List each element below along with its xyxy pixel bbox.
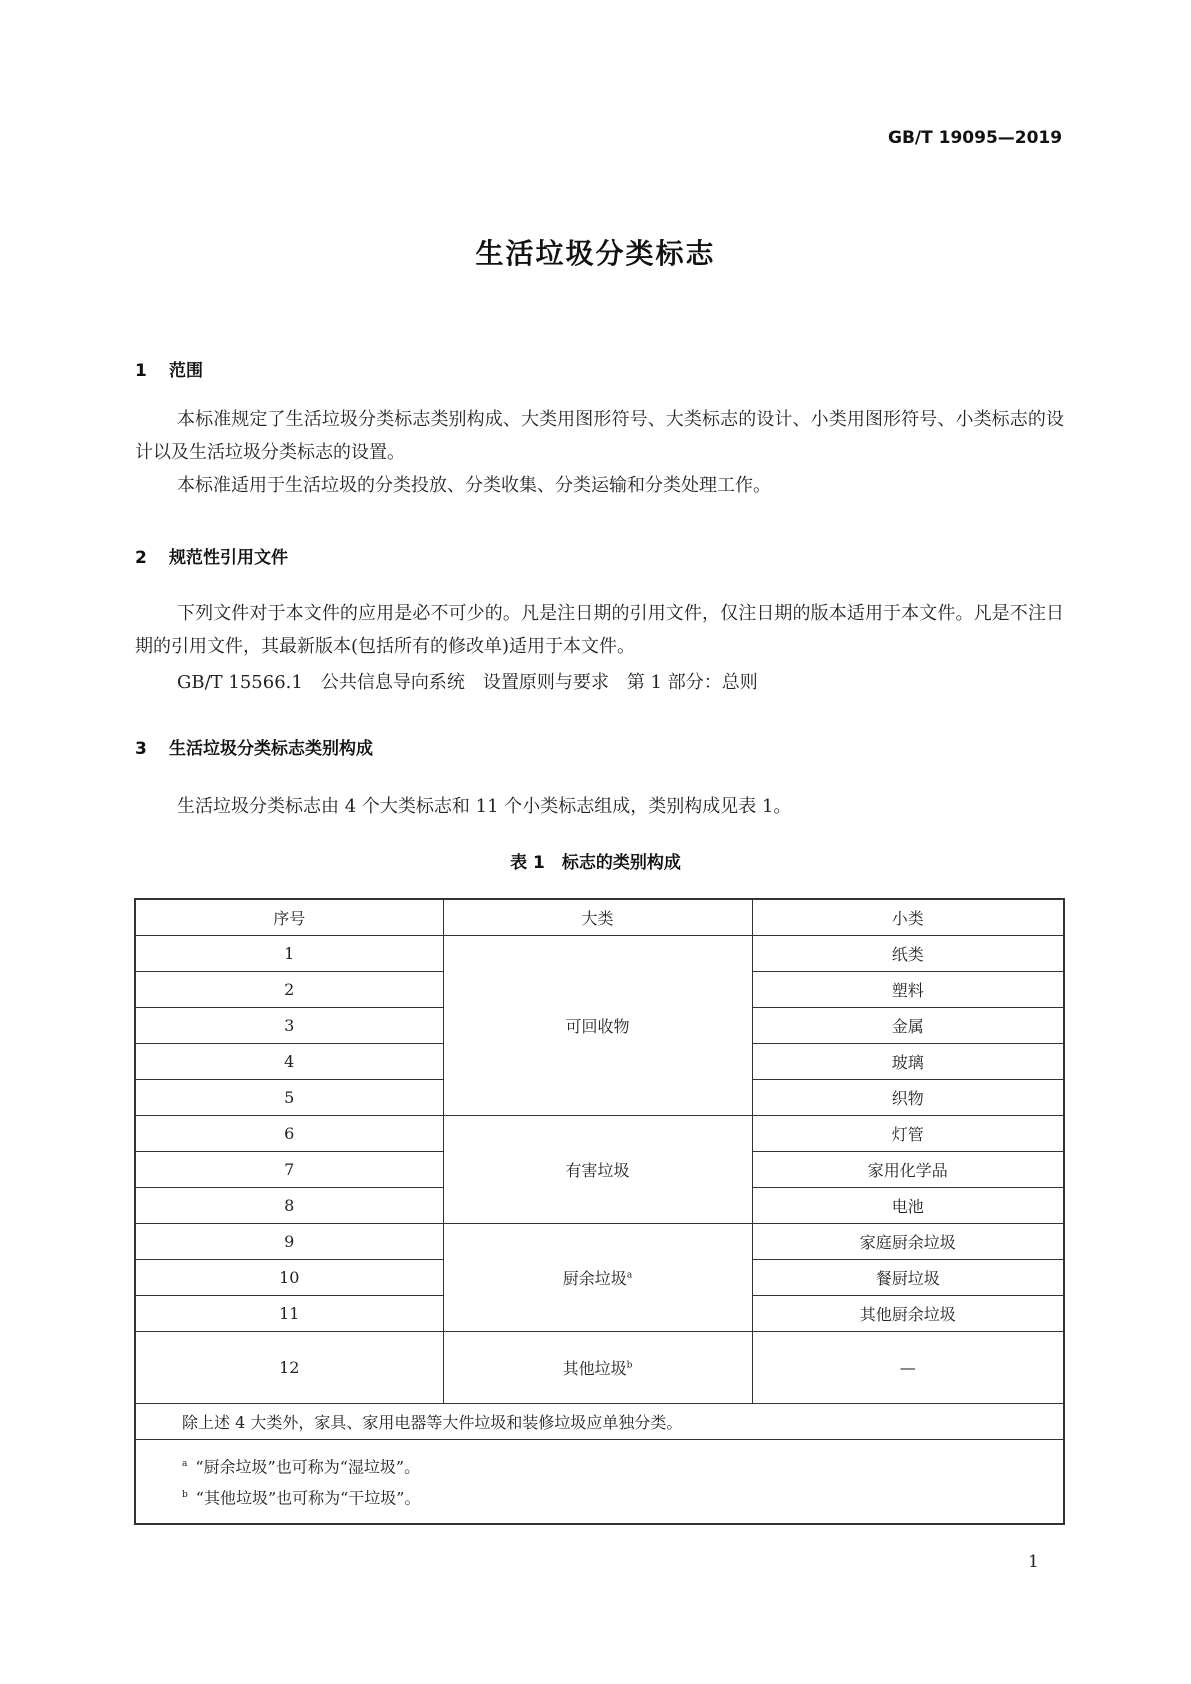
major-category-cell [443, 1224, 752, 1332]
footnote-marker: b [626, 1360, 633, 1371]
footnote-a [182, 1450, 1063, 1481]
serial-cell: 6 [135, 1116, 443, 1152]
section-number: 3 [135, 739, 147, 759]
table-footnotes [135, 1440, 1064, 1524]
footnote-marker: a [626, 1270, 633, 1281]
sub-category-cell: 塑料 [752, 972, 1064, 1008]
serial-cell: 12 [135, 1332, 443, 1404]
serial-cell: 5 [135, 1080, 443, 1116]
section-1-paragraph-2: 本标准适用于生活垃圾的分类投放、分类收集、分类运输和分类处理工作。 [177, 475, 771, 496]
footnote-mark: b [182, 1490, 188, 1501]
header-major-category: 大类 [443, 899, 752, 936]
major-category-cell [443, 1116, 752, 1224]
standard-code: GB/T 19095—2019 [888, 128, 1063, 148]
document-title: 生活垃圾分类标志 [475, 237, 716, 270]
sub-category-cell: 织物 [752, 1080, 1064, 1116]
section-title: 范围 [169, 361, 203, 381]
serial-cell: 8 [135, 1188, 443, 1224]
table-footnotes-row [135, 1440, 1064, 1524]
header-serial: 序号 [135, 899, 443, 936]
section-number: 2 [135, 548, 147, 568]
footnote-mark: a [182, 1459, 188, 1469]
sub-category-cell: — [752, 1332, 1064, 1404]
section-number: 1 [135, 361, 147, 381]
sub-category-cell: 电池 [752, 1188, 1064, 1224]
normative-reference: GB/T 15566.1 公共信息导向系统 设置原则与要求 第 1 部分：总则 [177, 672, 758, 693]
serial-cell: 11 [135, 1296, 443, 1332]
category-table [134, 898, 1065, 1525]
table-header-row [135, 899, 1064, 936]
section-title: 规范性引用文件 [169, 548, 288, 568]
major-category-cell [443, 936, 752, 1116]
section-2-heading [135, 543, 288, 568]
major-category-name: 其他垃圾 [562, 1359, 627, 1378]
table-note: 除上述 4 大类外，家具、家用电器等大件垃圾和装修垃圾应单独分类。 [135, 1404, 1064, 1440]
section-1-paragraph-1: 本标准规定了生活垃圾分类标志类别构成、大类用图形符号、大类标志的设计、小类用图形符号、小类标志的设计以及生活垃圾分类标志的设置。 [135, 409, 1064, 463]
sub-category-cell: 玻璃 [752, 1044, 1064, 1080]
table-caption: 表 1 标志的类别构成 [510, 853, 681, 873]
sub-category-cell: 金属 [752, 1008, 1064, 1044]
section-title: 生活垃圾分类标志类别构成 [169, 739, 373, 759]
serial-cell: 10 [135, 1260, 443, 1296]
table-row [135, 1116, 1064, 1152]
serial-cell: 3 [135, 1008, 443, 1044]
sub-category-cell: 其他厨余垃圾 [752, 1296, 1064, 1332]
sub-category-cell: 灯管 [752, 1116, 1064, 1152]
serial-cell: 7 [135, 1152, 443, 1188]
serial-cell: 1 [135, 936, 443, 972]
header-sub-category: 小类 [752, 899, 1064, 936]
table-row [135, 1332, 1064, 1404]
table-row [135, 936, 1064, 972]
serial-cell: 2 [135, 972, 443, 1008]
sub-category-cell: 家用化学品 [752, 1152, 1064, 1188]
section-2-paragraph-1: 下列文件对于本文件的应用是必不可少的。凡是注日期的引用文件，仅注日期的版本适用于本文件。凡是不注日期的引用文件，其最新版本(包括所有的修改单)适用于本文件。 [135, 603, 1064, 657]
major-category-cell [443, 1332, 752, 1404]
sub-category-cell: 纸类 [752, 936, 1064, 972]
footnote-text: “其他垃圾”也可称为“干垃圾”。 [195, 1488, 421, 1508]
section-3-paragraph-1: 生活垃圾分类标志由 4 个大类标志和 11 个小类标志组成，类别构成见表 1。 [177, 796, 792, 817]
sub-category-cell: 家庭厨余垃圾 [752, 1224, 1064, 1260]
section-3-heading [135, 734, 373, 759]
major-category-name: 可回收物 [565, 1017, 630, 1036]
major-category-name: 厨余垃圾 [562, 1269, 627, 1288]
serial-cell: 9 [135, 1224, 443, 1260]
section-1-heading [135, 356, 203, 381]
footnote-b [182, 1481, 1063, 1512]
major-category-name: 有害垃圾 [565, 1161, 630, 1180]
footnote-text: “厨余垃圾”也可称为“湿垃圾”。 [195, 1457, 421, 1477]
table-note-row [135, 1404, 1064, 1440]
sub-category-cell: 餐厨垃圾 [752, 1260, 1064, 1296]
page-number: 1 [1028, 1552, 1039, 1572]
serial-cell: 4 [135, 1044, 443, 1080]
table-row [135, 1224, 1064, 1260]
